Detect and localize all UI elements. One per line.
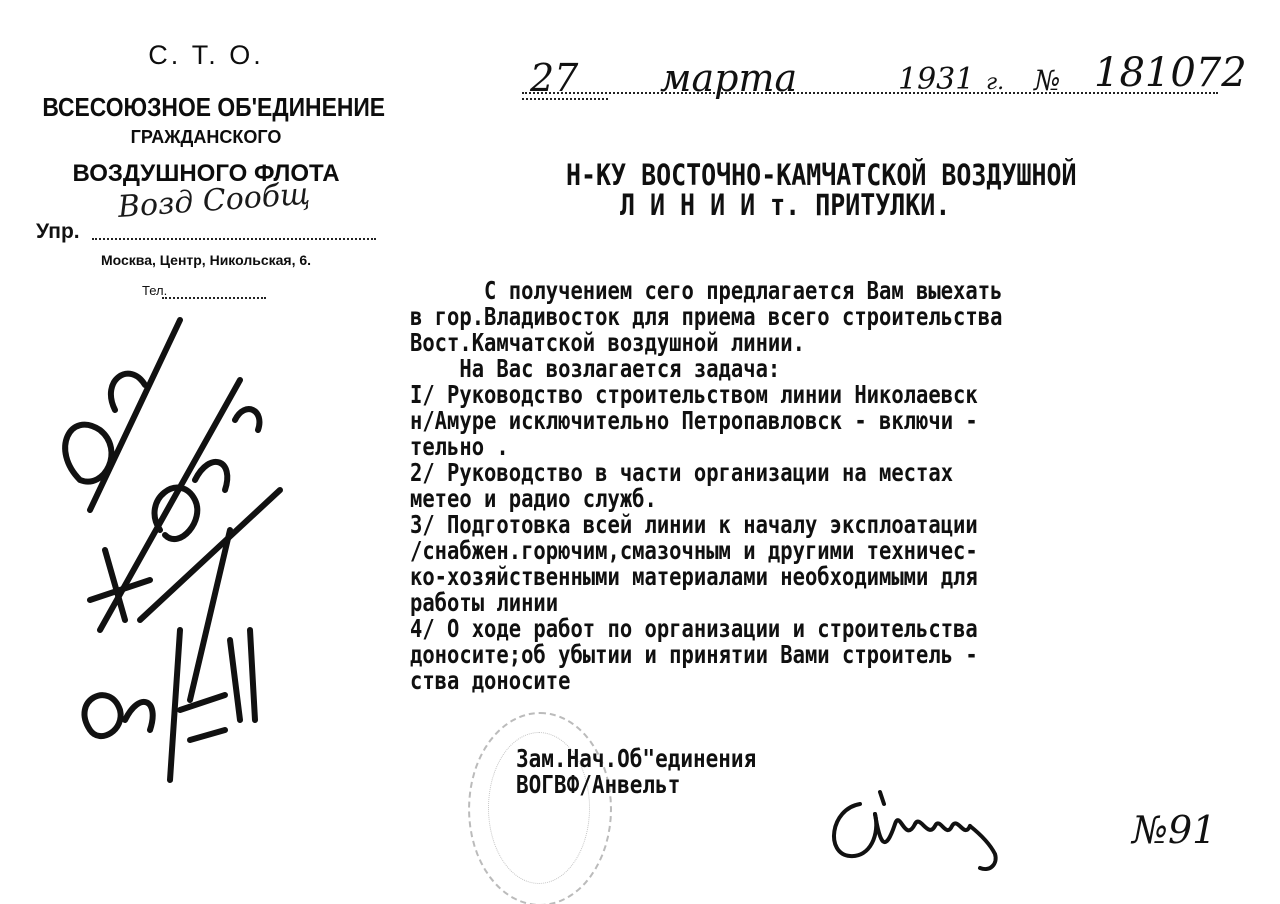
body-line: доносите;об убытии и принятии Вами строитель - [410,640,978,669]
letterhead-tel-dotted-line [162,297,266,299]
letterhead-upr-label: Упр. [36,220,80,243]
handwritten-resolution [30,300,290,800]
signature-title-line1: Зам.Нач.Об"единения [516,744,757,773]
body-line: I/ Руководство строительством линии Николаевск [410,380,978,409]
body-line: н/Амуре исключительно Петропавловск - включи - [410,406,978,435]
body-line: С получением сего предлагается Вам выехать [410,276,1003,305]
body-line: работы линии [410,588,559,617]
handwritten-signature [820,784,1020,884]
reference-number: №91 [1132,808,1217,852]
signature-title-line2: ВОГВФ/Анвельт [516,770,681,799]
addressee-line2: Л И Н И И т. ПРИТУЛКИ. [620,188,951,222]
body-line: /снабжен.горючим,смазочным и другими техничес- [410,536,978,565]
date-day: 27 [530,56,579,100]
body-line: Вост.Камчатской воздушной линии. [410,328,805,357]
date-year: 1931 [898,62,975,97]
date-g-label: г. [986,70,1005,95]
official-stamp [468,712,612,904]
addressee-line1: Н-КУ ВОСТОЧНО-КАМЧАТСКОЙ ВОЗДУШНОЙ [566,158,1077,192]
body-line: ко-хозяйственными материалами необходимыми для [410,562,978,591]
letterhead-address: Москва, Центр, Никольская, 6. [100,252,312,268]
body-line: метео и радио служб. [410,484,657,513]
letterhead-upr-handwritten: Возд Сообщ [116,176,312,225]
body-line: в гор.Владивосток для приема всего строительства [410,302,1003,331]
letterhead-tel-label: Тел. [142,283,168,298]
body-line: ства доносите [410,666,571,695]
document-number-label: № [1034,64,1061,97]
letter-body [410,278,1230,694]
body-line: 2/ Руководство в части организации на местах [410,458,954,487]
document-number: 181072 [1094,50,1247,96]
letterhead-org-line3: ВОЗДУШНОГО ФЛОТА [72,160,340,187]
body-line: 3/ Подготовка всей линии к началу эксплоатации [410,510,978,539]
letterhead-org-line2: ГРАЖДАНСКОГО [130,127,282,147]
letterhead-org-line1: ВСЕСОЮЗНОЕ ОБ'ЕДИНЕНИЕ [42,92,386,122]
letterhead-sto: С. Т. О. [148,40,264,70]
body-line: 4/ О ходе работ по организации и строительства [410,614,978,643]
body-line: тельно . [410,432,509,461]
letterhead-upr-dotted-line [92,238,376,240]
body-line: На Вас возлагается задача: [410,354,781,383]
date-month: марта [660,56,798,100]
